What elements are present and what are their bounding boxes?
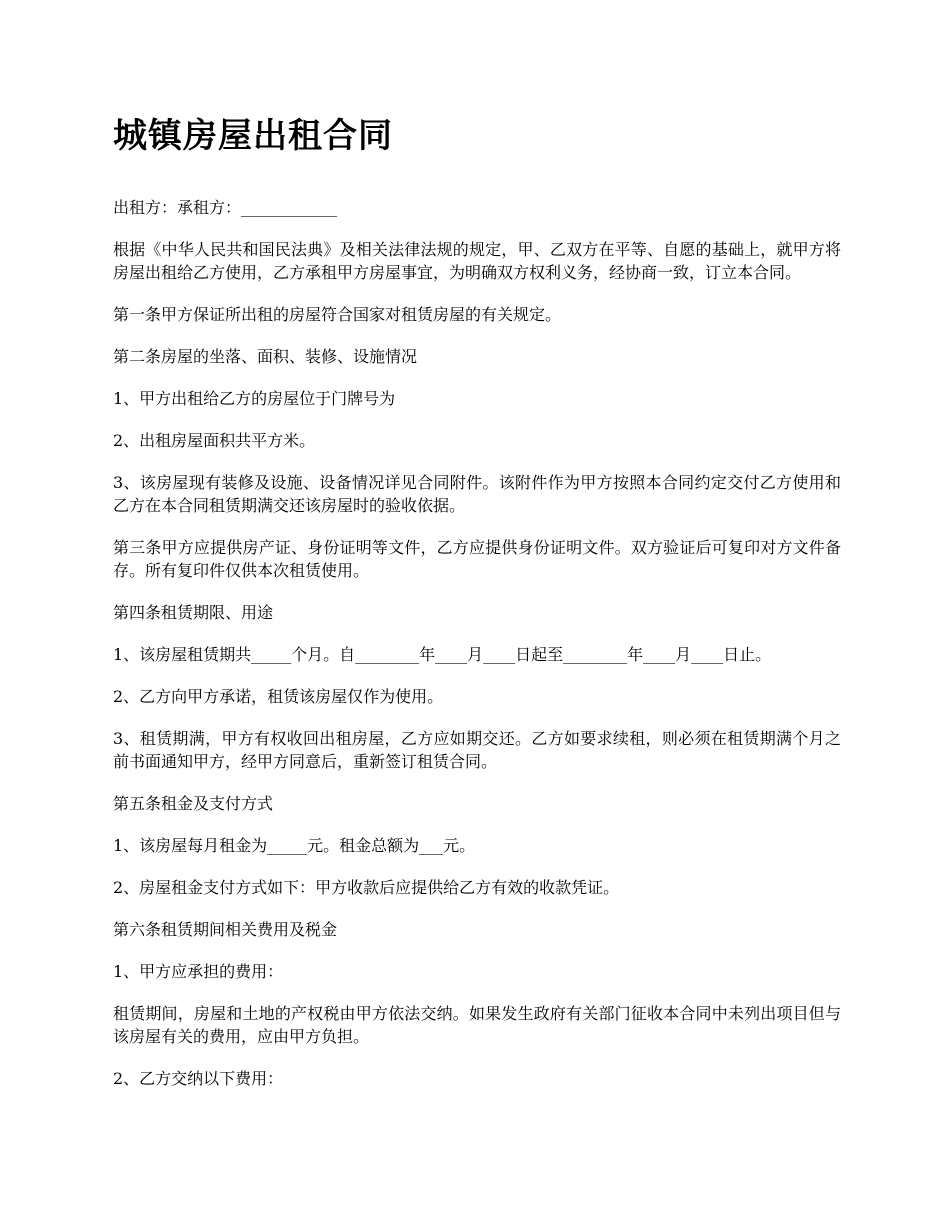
article-2-clause-2: 2、出租房屋面积共平方米。 bbox=[113, 431, 316, 450]
article-5-clause-2: 2、房屋租金支付方式如下：甲方收款后应提供给乙方有效的收款凭证。 bbox=[113, 878, 620, 897]
article-6-clause-2: 2、乙方交纳以下费用： bbox=[113, 1069, 284, 1088]
parties-line: 出租方：承租方：____________ bbox=[113, 198, 338, 217]
article-6-clause-1-detail: 租赁期间，房屋和土地的产权税由甲方依法交纳。如果发生政府有关部门征收本合同中未列出项目但与该房屋有关的费用，应由甲方负担。 bbox=[113, 1004, 841, 1046]
article-5-clause-1: 1、该房屋每月租金为_____元。租金总额为___元。 bbox=[113, 836, 476, 855]
article-3: 第三条甲方应提供房产证、身份证明等文件，乙方应提供身份证明文件。双方验证后可复印对方文件备存。所有复印件仅供本次租赁使用。 bbox=[113, 538, 841, 580]
document-title: 城镇房屋出租合同 bbox=[113, 116, 393, 156]
article-1: 第一条甲方保证所出租的房屋符合国家对租赁房屋的有关规定。 bbox=[113, 305, 562, 324]
article-4-clause-1: 1、该房屋租赁期共_____个月。自________年____月____日起至________年____月____日止。 bbox=[113, 645, 772, 664]
article-4-clause-2: 2、乙方向甲方承诺，租赁该房屋仅作为使用。 bbox=[113, 687, 444, 706]
article-4-heading: 第四条租赁期限、用途 bbox=[113, 603, 274, 622]
article-4-clause-3: 3、租赁期满，甲方有权收回出租房屋，乙方应如期交还。乙方如要求续租，则必须在租赁期满个月之前书面通知甲方，经甲方同意后，重新签订租赁合同。 bbox=[113, 729, 841, 771]
preamble-paragraph: 根据《中华人民共和国民法典》及相关法律法规的规定，甲、乙双方在平等、自愿的基础上，就甲方将房屋出租给乙方使用，乙方承租甲方房屋事宜，为明确双方权利义务，经协商一致，订立本合同。 bbox=[113, 240, 841, 282]
article-6-heading: 第六条租赁期间相关费用及税金 bbox=[113, 920, 338, 939]
article-2-heading: 第二条房屋的坐落、面积、装修、设施情况 bbox=[113, 347, 418, 366]
article-2-clause-3: 3、该房屋现有装修及设施、设备情况详见合同附件。该附件作为甲方按照本合同约定交付乙方使用和乙方在本合同租赁期满交还该房屋时的验收依据。 bbox=[113, 473, 841, 515]
article-5-heading: 第五条租金及支付方式 bbox=[113, 794, 274, 813]
article-2-clause-1: 1、甲方出租给乙方的房屋位于门牌号为 bbox=[113, 389, 396, 408]
article-6-clause-1: 1、甲方应承担的费用： bbox=[113, 962, 284, 981]
document-page bbox=[113, 108, 841, 1109]
